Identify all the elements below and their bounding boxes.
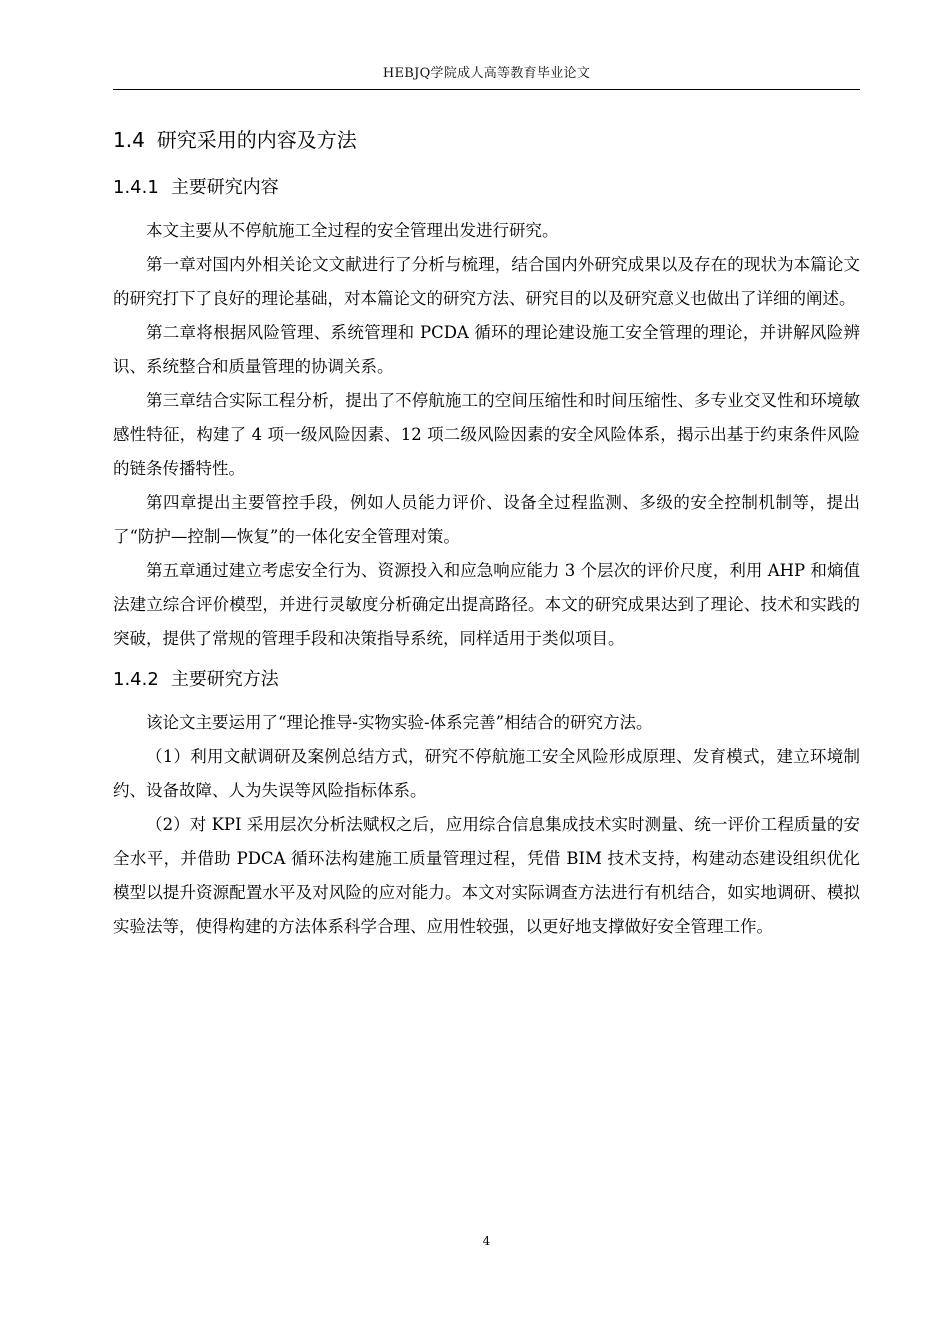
paragraph-intro: 本文主要从不停航施工全过程的安全管理出发进行研究。 [146,221,559,240]
paragraph-chapter-5: 第五章通过建立考虑安全行为、资源投入和应急响应能力 3 个层次的评价尺度，利用 AHP 和熵值法建立综合评价模型，并进行灵敏度分析确定出提高路径。本文的研究成果达到了理论、技术和实践的突破，提供了常规的管理手段和决策指导系统，同样适用于类似项目。 [113,561,860,648]
paragraph-methods-intro: 该论文主要运用了“理论推导-实物实验-体系完善”相结合的研究方法。 [146,713,653,732]
paragraph-chapter-1: 第一章对国内外相关论文文献进行了分析与梳理，结合国内外研究成果以及存在的现状为本篇论文的研究打下了良好的理论基础，对本篇论文的研究方法、研究目的以及研究意义也做出了详细的阐述。 [113,255,860,308]
subsection-heading-methods [113,662,860,698]
subsection-heading-content [113,170,860,206]
subsection-number: 1.4.1 [113,177,159,198]
page-body [113,122,860,944]
page-number: 4 [482,1234,491,1248]
section-heading [113,122,860,158]
paragraph-chapter-4: 第四章提出主要管控手段，例如人员能力评价、设备全过程监测、多级的安全控制机制等，提出了“防护—控制—恢复”的一体化安全管理对策。 [113,493,860,546]
paragraph-chapter-2: 第二章将根据风险管理、系统管理和 PCDA 循环的理论建设施工安全管理的理论，并讲解风险辨识、系统整合和质量管理的协调关系。 [113,323,860,376]
paragraph-chapter-3: 第三章结合实际工程分析，提出了不停航施工的空间压缩性和时间压缩性、多专业交叉性和环境敏感性特征，构建了 4 项一级风险因素、12 项二级风险因素的安全风险体系，揭示出基于约束条件风险的链条传播特性。 [113,391,860,478]
subsection-number: 1.4.2 [113,669,159,690]
paragraph-method-1: （1）利用文献调研及案例总结方式，研究不停航施工安全风险形成原理、发育模式，建立环境制约、设备故障、人为失误等风险指标体系。 [113,747,860,800]
subsection-title: 主要研究内容 [170,177,279,198]
header-divider [113,89,860,90]
subsection-title: 主要研究方法 [170,669,279,690]
section-number: 1.4 [113,128,145,152]
paragraph-method-2: （2）对 KPI 采用层次分析法赋权之后，应用综合信息集成技术实时测量、统一评价工程质量的安全水平，并借助 PDCA 循环法构建施工质量管理过程，凭借 BIM 技术支持，构建动态建设组织优化模型以提升资源配置水平及对风险的应对能力。本文对实际调查方法进行有机结合，如实地调研、模拟实验法等，使得构建的方法体系科学合理、应用性较强，以更好地支撑做好安全管理工作。 [113,815,860,936]
section-title: 研究采用的内容及方法 [156,128,357,152]
running-header: HEBJQ学院成人高等教育毕业论文 [382,66,591,81]
